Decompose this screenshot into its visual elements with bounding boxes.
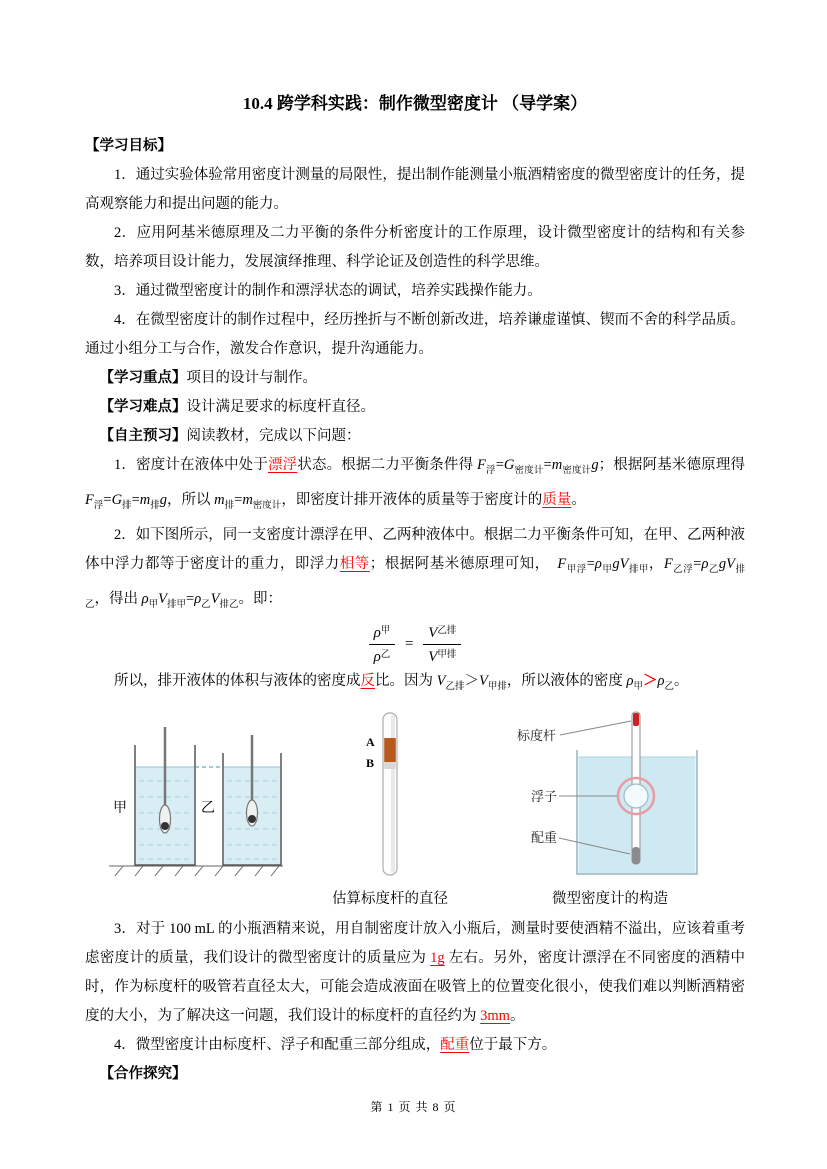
scale-rod-pointer <box>560 721 631 735</box>
fraction-left-denominator: $\rho^乙$ <box>373 649 391 665</box>
fraction-left <box>369 623 396 666</box>
preview-item-3: 3．对于 100 mL 的小瓶酒精来说，用自制密度计放入小瓶后，测量时要使酒精不溢出，应该着重考虑密度计的质量，我们设计的微型密度计的质量应为 1g 左右。另外，密度计漂浮在不同密度的酒精中时，作为标度杆的吸管若直径太大，可能会造成液面在吸管上的位置变化很小，使我们难以判断酒精密度的大小，为了解决这一问题，我们设计的标度杆的直径约为 3mm。 <box>85 921 745 1024</box>
preview-item-4: 4．微型密度计由标度杆、浮子和配重三部分组成，配重位于最下方。 <box>114 1037 557 1053</box>
ground-hatching <box>109 866 283 876</box>
learning-difficulty-text: 设计满足要求的标度杆直径。 <box>186 399 375 415</box>
learning-focus-header: 【学习重点】 <box>99 370 187 386</box>
straw-tube <box>383 713 397 875</box>
preview-conclusion: 所以，排开液体的体积与液体的密度成反比。因为 $V_{乙排}>V_{甲排}$，所以液体的密度 $\rho_甲>\rho_乙$。 <box>114 673 689 692</box>
mark-a-label: A <box>366 735 375 749</box>
cooperative-exploration-header: 【合作探究】 <box>99 1066 187 1082</box>
figures-row <box>85 710 745 911</box>
fraction-right-denominator: $V^{甲排}$ <box>428 649 457 665</box>
goal-item-2: 2．应用阿基米德原理及二力平衡的条件分析密度计的工作原理，设计微型密度计的结构和有关参数，培养项目设计能力，发展演绎推理、科学论证及创造性的科学思维。 <box>85 225 745 270</box>
fraction-right <box>423 623 461 666</box>
two-beakers-illustration <box>105 715 285 878</box>
self-preview-header: 【自主预习】 <box>99 428 187 444</box>
fraction-left-numerator: $\rho^甲$ <box>369 623 396 645</box>
learning-focus-line <box>85 364 745 393</box>
straw-illustration <box>330 710 450 880</box>
gray-band <box>384 762 396 769</box>
section-learning-goals-header: 【学习目标】 <box>85 138 172 154</box>
beaker-jia-label: 甲 <box>113 801 127 816</box>
two-beakers-figure <box>105 715 285 883</box>
float-label: 浮子 <box>531 789 558 804</box>
goal-item-4: 4．在微型密度计的制作过程中，经历挫折与不断创新改进，培养谦虚谨慎、锲而不舍的科学品质。通过小组分工与合作，激发合作意识，提升沟通能力。 <box>85 312 745 357</box>
float-bulb <box>624 784 648 808</box>
self-preview-lead: 阅读教材，完成以下问题： <box>186 428 361 444</box>
preview-item-1: 1．密度计在液体中处于漂浮状态。根据二力平衡条件得 $F_浮=G_{密度计}=m_{密度计}g$；根据阿基米德原理得 $F_浮=G_排=m_排g$，所以 $m_排=m_{密度计}$，即密度计排开液体的质量等于密度计的质量。 <box>85 457 746 511</box>
ballast-weight <box>632 847 640 864</box>
fraction-right-numerator: $V^{乙排}$ <box>423 623 461 645</box>
straw-caption: 估算标度杆的直径 <box>332 891 448 907</box>
preview-item-2: 2．如下图所示，同一支密度计漂浮在甲、乙两种液体中。根据二力平衡条件可知，在甲、乙两种液体中浮力都等于密度计的重力，即浮力相等；根据阿基米德原理可知， $F_{甲浮}=\rho_甲gV_{排甲}$，$F_{乙浮}=\rho_乙gV_{排乙}$，得出 $\rho_甲V_{排甲}=\rho_乙V_{排乙}$。即： <box>85 527 745 610</box>
document-title: 10.4 跨学科实践：制作微型密度计 （导学案） <box>242 94 588 113</box>
goal-item-3: 3．通过微型密度计的制作和漂浮状态的调试，培养实践操作能力。 <box>114 283 542 299</box>
beaker-yi-label: 乙 <box>201 801 215 816</box>
learning-difficulty-line <box>85 393 745 422</box>
orange-band <box>384 738 396 762</box>
scale-rod-label: 标度杆 <box>517 728 557 743</box>
red-scale-mark <box>633 713 639 726</box>
equals-sign: = <box>405 636 414 652</box>
page-footer: 第 1 页 共 8 页 <box>370 1100 457 1114</box>
straw-figure <box>305 710 475 911</box>
learning-focus-text: 项目的设计与制作。 <box>186 370 317 386</box>
micro-densimeter-figure <box>515 710 705 911</box>
ballast-label: 配重 <box>531 830 558 845</box>
mark-b-label: B <box>366 756 375 770</box>
density-ratio-formula <box>85 623 745 666</box>
device-caption: 微型密度计的构造 <box>552 891 668 907</box>
micro-densimeter-illustration <box>515 710 705 880</box>
learning-difficulty-header: 【学习难点】 <box>99 399 187 415</box>
goal-item-1: 1．通过实验体验常用密度计测量的局限性，提出制作能测量小瓶酒精密度的微型密度计的任务，提高观察能力和提出问题的能力。 <box>85 167 745 212</box>
self-preview-line <box>85 422 745 451</box>
